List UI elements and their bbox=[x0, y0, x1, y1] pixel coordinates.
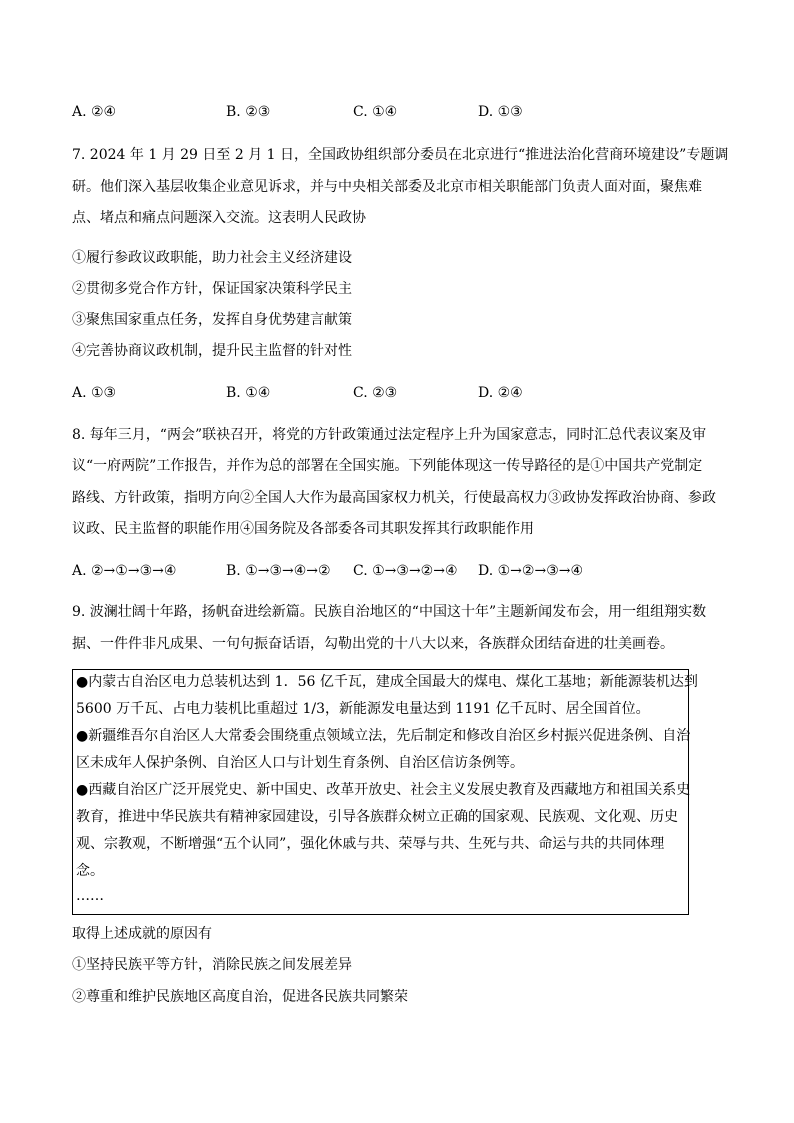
q7-statement-3: ③聚焦国家重点任务，发挥自身优势建言献策 bbox=[72, 312, 352, 328]
q8-stem-line: 8. 每年三月，“两会”联袂召开，将党的方针政策通过法定程序上升为国家意志，同时汇总代表议案及审 bbox=[72, 427, 707, 443]
q7-option-c[interactable]: C. ②③ bbox=[353, 385, 398, 401]
q9-stem-line: 9. 波澜壮阔十年路，扬帆奋进绘新篇。民族自治地区的“中国这十年”主题新闻发布会，用一组组翔实数 bbox=[72, 604, 707, 620]
q9-statement-1: ①坚持民族平等方针，消除民族之间发展差异 bbox=[72, 957, 352, 973]
q8-option-c[interactable]: C. ①→③→②→④ bbox=[353, 563, 458, 579]
q7-statement-2: ②贯彻多党合作方针，保证国家决策科学民主 bbox=[72, 281, 352, 297]
q7-stem-line: 7. 2024 年 1 月 29 日至 2 月 1 日，全国政协组织部分委员在北京进行“推进法治化营商环境建设”专题调 bbox=[72, 147, 729, 163]
box-line: ●西藏自治区广泛开展党史、新中国史、改革开放史、社会主义发展史教育及西藏地方和祖国关系史 bbox=[76, 782, 691, 798]
box-line: …… bbox=[76, 888, 104, 904]
q7-option-a[interactable]: A. ①③ bbox=[72, 385, 117, 401]
q9-material-box bbox=[72, 669, 698, 915]
box-line: 区未成年人保护条例、自治区人口与计划生育条例、自治区信访条例等。 bbox=[76, 755, 524, 771]
box-line: ●内蒙古自治区电力总装机达到 1．56 亿千瓦，建成全国最大的煤电、煤化工基地；新能源装机达到 bbox=[76, 674, 698, 690]
q6-option-b[interactable]: B. ②③ bbox=[226, 104, 271, 120]
q8-stem-line: 路线、方针政策，指明方向②全国人大作为最高国家权力机关，行使最高权力③政协发挥政治协商、参政 bbox=[72, 490, 716, 506]
q8-option-a[interactable]: A. ②→①→③→④ bbox=[72, 563, 177, 579]
q8-stem-line: 议政、民主监督的职能作用④国务院及各部委各司其职发挥其行政职能作用 bbox=[72, 521, 534, 537]
q9-question: 取得上述成就的原因有 bbox=[72, 926, 212, 942]
q7-statement-4: ④完善协商议政机制，提升民主监督的针对性 bbox=[72, 343, 352, 359]
q7-stem-line: 研。他们深入基层收集企业意见诉求，并与中央相关部委及北京市相关职能部门负责人面对面，聚焦难 bbox=[72, 179, 702, 195]
q7-statement-1: ①履行参政议政职能，助力社会主义经济建设 bbox=[72, 250, 352, 266]
box-line: 观、宗教观，不断增强“五个认同”，强化休戚与共、荣辱与共、生死与共、命运与共的共同体理 bbox=[76, 836, 665, 852]
q8-option-d[interactable]: D. ①→②→③→④ bbox=[478, 563, 584, 579]
q7-option-d[interactable]: D. ②④ bbox=[478, 385, 523, 401]
box-line: ●新疆维吾尔自治区人大常委会围绕重点领域立法，先后制定和修改自治区乡村振兴促进条例、自治 bbox=[76, 728, 691, 744]
q9-statement-2: ②尊重和维护民族地区高度自治，促进各民族共同繁荣 bbox=[72, 989, 408, 1005]
q8-stem-line: 议“一府两院”工作报告，并作为总的部署在全国实施。下列能体现这一传导路径的是①中国共产党制定 bbox=[72, 458, 703, 474]
q6-option-c[interactable]: C. ①④ bbox=[353, 104, 398, 120]
q9-stem-line: 据、一件件非凡成果、一句句振奋话语，勾勒出党的十八大以来，各族群众团结奋进的壮美画卷。 bbox=[72, 636, 674, 652]
q8-option-b[interactable]: B. ①→③→④→② bbox=[226, 563, 331, 579]
q7-stem-line: 点、堵点和痛点问题深入交流。这表明人民政协 bbox=[72, 210, 366, 226]
q7-option-b[interactable]: B. ①④ bbox=[226, 385, 271, 401]
box-line: 5600 万千瓦、占电力装机比重超过 1/3，新能源发电量达到 1191 亿千瓦时、居全国首位。 bbox=[76, 701, 650, 717]
q6-option-a[interactable]: A. ②④ bbox=[72, 104, 117, 120]
q6-option-d[interactable]: D. ①③ bbox=[478, 104, 523, 120]
box-line: 念。 bbox=[76, 863, 104, 879]
box-line: 教育，推进中华民族共有精神家园建设，引导各族群众树立正确的国家观、民族观、文化观、历史 bbox=[76, 809, 678, 825]
